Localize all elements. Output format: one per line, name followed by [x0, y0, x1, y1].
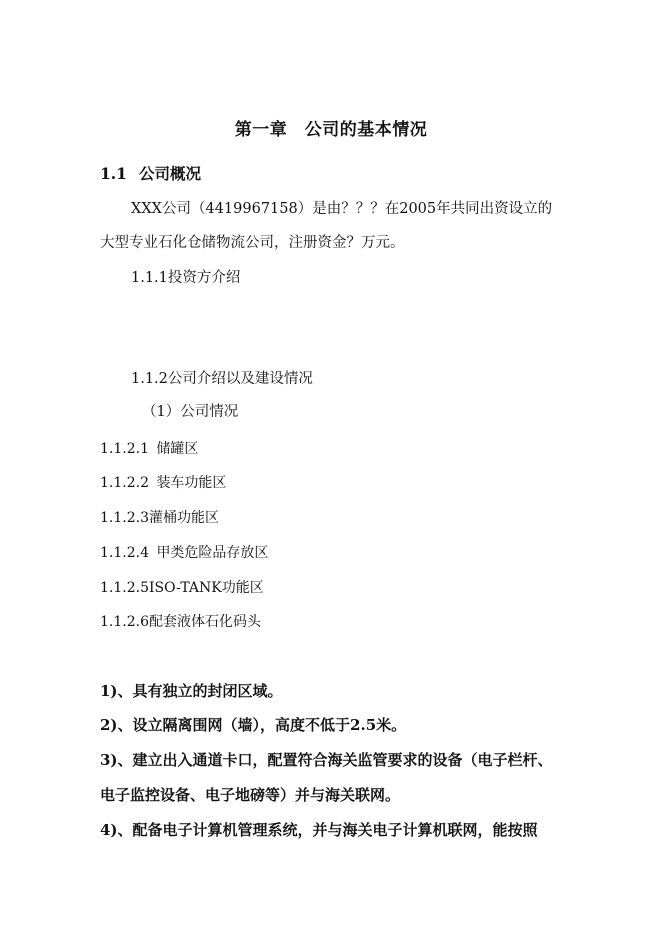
item-number: 1.1.2.6 [100, 614, 149, 630]
list-item [100, 442, 198, 456]
company-status-heading: （1）公司情况 [142, 404, 239, 420]
list-item [100, 476, 226, 490]
list-item [100, 581, 264, 595]
subsection-company-intro: 1.1.2公司介绍以及建设情况 [131, 371, 313, 387]
subsection-investor-intro: 1.1.1投资方介绍 [131, 270, 241, 286]
requirement-3-line-1: 3)、建立出入通道卡口，配置符合海关监管要求的设备（电子栏杆、 [100, 751, 553, 769]
item-label: 灌桶功能区 [148, 510, 219, 526]
overview-paragraph-line-1: XXX公司（4419967158）是由？？？在2005年共同出资设立的 [131, 201, 553, 217]
item-number: 1.1.2.5 [100, 580, 149, 596]
requirement-3-line-2: 电子监控设备、电子地磅等）并与海关联网。 [100, 786, 401, 804]
item-number: 1.1.2.4 [100, 545, 149, 561]
chapter-title: 第一章 公司的基本情况 [234, 120, 428, 140]
item-number: 1.1.2.2 [100, 475, 149, 491]
item-label: 配套液体石化码头 [148, 614, 261, 630]
item-number: 1.1.2.3 [100, 510, 149, 526]
item-label: 装车功能区 [156, 475, 227, 491]
item-label: 甲类危险品存放区 [156, 545, 269, 561]
overview-paragraph-line-2: 大型专业石化仓储物流公司，注册资金？万元。 [100, 235, 405, 251]
item-number: 1.1.2.1 [100, 441, 149, 457]
requirement-2: 2)、设立隔离围网（墙），高度不低于2.5米。 [100, 716, 407, 734]
section-heading [100, 166, 201, 182]
item-label: ISO-TANK功能区 [148, 580, 264, 596]
requirement-1: 1)、具有独立的封闭区域。 [100, 682, 283, 700]
list-item [100, 615, 261, 629]
requirement-4: 4)、配备电子计算机管理系统，并与海关电子计算机联网，能按照 [100, 821, 538, 839]
list-item [100, 511, 219, 525]
section-title: 公司概况 [138, 164, 201, 183]
section-number: 1.1 [100, 164, 127, 183]
item-label: 储罐区 [156, 441, 199, 457]
list-item [100, 546, 268, 560]
